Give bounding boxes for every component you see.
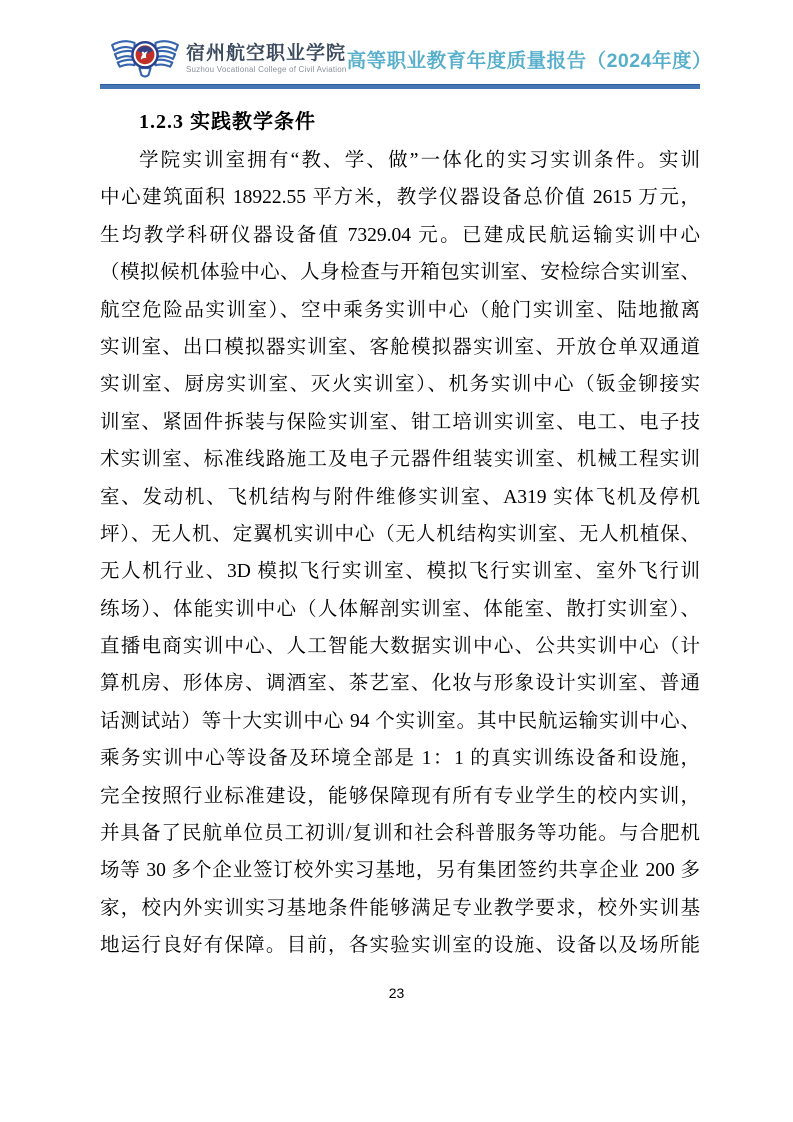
paragraph-line: 乘务实训中心等设备及环境全部是 1：1 的真实训练设备和设施， <box>100 748 700 770</box>
paragraph-line: 中心建筑面积 18922.55 平方米，教学仪器设备总价值 2615 万元， <box>100 187 700 209</box>
paragraph-line: 场等 30 多个企业签订校外实习基地，另有集团签约共享企业 200 多 <box>100 860 700 882</box>
section-heading: 1.2.3 实践教学条件 <box>139 111 316 133</box>
paragraph-line: 实训室、厨房实训室、灭火实训室）、机务实训中心（钣金铆接实 <box>100 374 700 396</box>
paragraph-line: 并具备了民航单位员工初训/复训和社会科普服务等功能。与合肥机 <box>100 823 700 845</box>
paragraph-line: 完全按照行业标准建设，能够保障现有所有专业学生的校内实训， <box>100 785 700 807</box>
paragraph-line: 无人机行业、3D 模拟飞行实训室、模拟飞行实训室、室外飞行训 <box>100 561 700 583</box>
paragraph-line: 地运行良好有保障。目前，各实验实训室的设施、设备以及场所能 <box>100 935 700 957</box>
paragraph-line: 家，校内外实训实习基地条件能够满足专业教学要求，校外实训基 <box>100 897 700 919</box>
paragraph-line: 训室、紧固件拆装与保险实训室、钳工培训实训室、电工、电子技 <box>100 411 700 433</box>
paragraph-line: 话测试站）等十大实训中心 94 个实训室。其中民航运输实训中心、 <box>100 710 700 732</box>
paragraph-line: 直播电商实训中心、人工智能大数据实训中心、公共实训中心（计 <box>100 636 700 658</box>
paragraph-line: 实训室、出口模拟器实训室、客舱模拟器实训室、开放仓单双通道 <box>100 336 700 358</box>
paragraph <box>100 142 700 965</box>
paragraph-line: 算机房、形体房、调酒室、茶艺室、化妆与形象设计实训室、普通 <box>100 673 700 695</box>
paragraph-line: 学院实训室拥有“教、学、做”一体化的实习实训条件。实训 <box>139 150 700 171</box>
paragraph-line: 室、发动机、飞机结构与附件维修实训室、A319 实体飞机及停机 <box>100 486 700 508</box>
paragraph-line: 航空危险品实训室）、空中乘务实训中心（舱门实训室、陆地撤离 <box>100 299 700 321</box>
paragraph-line: 生均教学科研仪器设备值 7329.04 元。已建成民航运输实训中心 <box>100 224 700 246</box>
page-header <box>100 33 712 85</box>
page-number: 23 <box>388 985 405 1001</box>
college-name-en: Suzhou Vocational College of Civil Aviation <box>186 65 347 74</box>
header-divider-rule <box>100 84 700 89</box>
paragraph-line: 术实训室、标准线路施工及电子元器件组装实训室、机械工程实训 <box>100 449 700 471</box>
paragraph-line: （模拟候机体验中心、人身检查与开箱包实训室、安检综合实训室、 <box>100 262 700 284</box>
college-name-cn: 宿州航空职业学院 <box>186 43 347 64</box>
college-logo-winged-emblem-icon <box>110 33 180 85</box>
paragraph-line: 坪）、无人机、定翼机实训中心（无人机结构实训室、无人机植保、 <box>100 523 700 545</box>
college-name-block <box>186 43 347 75</box>
paragraph-line: 练场）、体能实训中心（人体解剖实训室、体能室、散打实训室）、 <box>100 598 700 620</box>
report-title: 高等职业教育年度质量报告（2024年度） <box>346 50 712 72</box>
document-body <box>100 107 700 965</box>
